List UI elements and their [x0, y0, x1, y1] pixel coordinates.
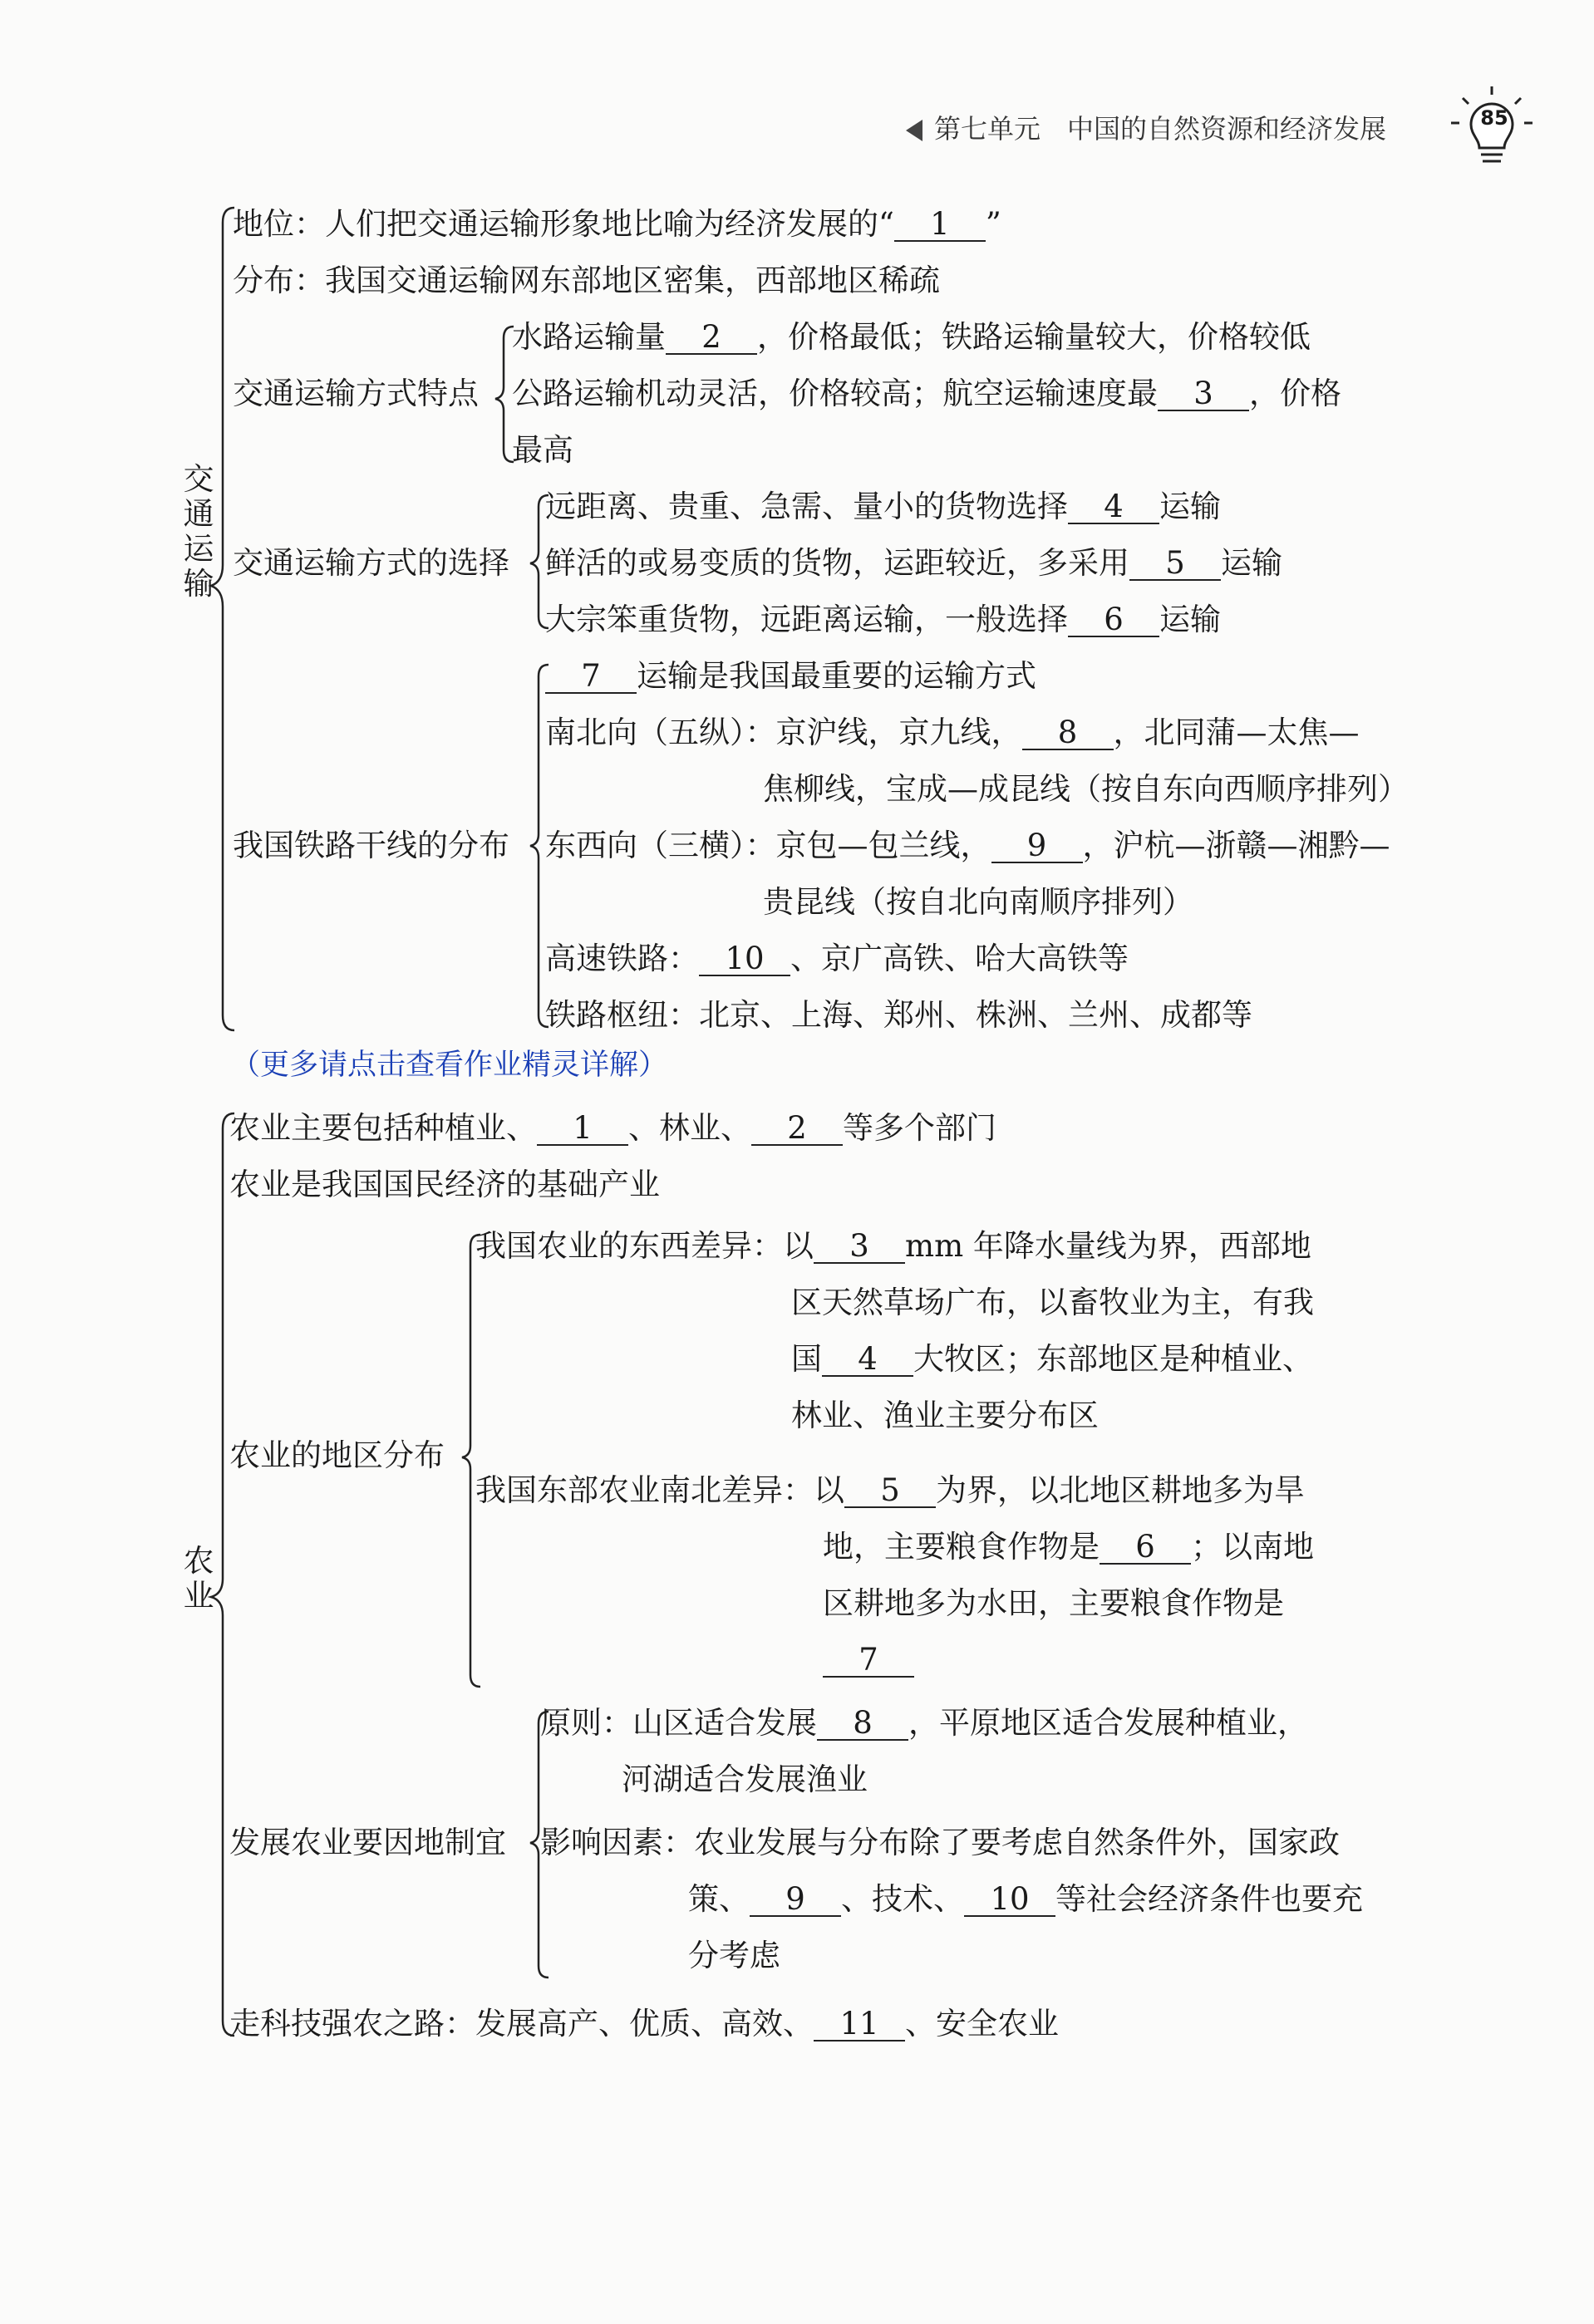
agri-blank-2[interactable]: 2	[751, 1113, 843, 1146]
agri-blank-7[interactable]: 7	[823, 1644, 914, 1678]
bracket-features	[495, 327, 514, 462]
railway-hubs: 铁路枢纽：北京、上海、郑州、株洲、兰州、成都等	[545, 997, 1252, 1033]
agri-blank-1[interactable]: 1	[537, 1113, 628, 1146]
choice-label: 交通运输方式的选择	[233, 545, 509, 581]
blank-10[interactable]: 10	[699, 943, 790, 976]
blank-4[interactable]: 4	[1068, 491, 1159, 524]
agri-blank-6[interactable]: 6	[1100, 1531, 1191, 1565]
chapter-title: 中国的自然资源和经济发展	[1067, 113, 1387, 145]
sectors-line: 农业主要包括种植业、 1 、林业、 2 等多个部门	[229, 1110, 996, 1146]
railway-line-1: 7 运输是我国最重要的运输方式	[545, 658, 1036, 695]
blank-3[interactable]: 3	[1158, 378, 1249, 411]
regional-label: 农业的地区分布	[229, 1437, 445, 1473]
features-label: 交通运输方式特点	[233, 376, 479, 411]
features-line-1: 水路运输量 2 ，价格最低；铁路运输量较大，价格较低	[512, 319, 1311, 355]
adapt-factors: 影响因素：农业发展与分布除了要考虑自然条件外，国家政	[540, 1825, 1340, 1860]
bracket-transport	[211, 208, 234, 1030]
blank-9[interactable]: 9	[991, 830, 1083, 863]
features-line-2: 公路运输机动灵活，价格较高；航空运输速度最 3 ，价格	[512, 376, 1341, 411]
adapt-principle-cont: 河湖适合发展渔业	[622, 1761, 868, 1797]
regional-ew-l4: 林业、渔业主要分布区	[791, 1398, 1099, 1433]
regional-ew: 我国农业的东西差异：以 3 mm 年降水量线为界，西部地	[475, 1228, 1311, 1264]
agriculture-label: 农业	[183, 1543, 214, 1614]
railway-ns-cont: 焦柳线，宝成—成昆线（按自东向西顺序排列）	[763, 771, 1409, 807]
page-number: 85	[1480, 106, 1508, 130]
regional-ns-l2: 地，主要粮食作物是 6 ；以南地	[823, 1529, 1314, 1565]
agri-blank-11[interactable]: 11	[814, 2008, 905, 2041]
choice-line-3: 大宗笨重货物，远距离运输，一般选择 6 运输	[545, 602, 1221, 637]
railway-ns: 南北向（五纵）：京沪线，京九线， 8 ，北同蒲—太焦—	[545, 715, 1360, 750]
adapt-factors-l2: 策、 9 、技术、 10 等社会经济条件也要充	[688, 1881, 1363, 1917]
basis-line: 农业是我国国民经济的基础产业	[229, 1167, 660, 1202]
agri-blank-10[interactable]: 10	[964, 1884, 1055, 1917]
transport-label: 交通运输	[183, 461, 214, 602]
blank-5[interactable]: 5	[1129, 548, 1221, 581]
railway-highspeed: 高速铁路： 10 、京广高铁、哈大高铁等	[545, 941, 1129, 976]
blank-1[interactable]: 1	[894, 209, 986, 242]
adapt-principle: 原则：山区适合发展 8 ，平原地区适合发展种植业，	[540, 1705, 1308, 1741]
regional-ew-l2: 区天然草场广布，以畜牧业为主，有我	[791, 1285, 1314, 1320]
agri-blank-8[interactable]: 8	[817, 1707, 908, 1741]
railway-ew-cont: 贵昆线（按自北向南顺序排列）	[763, 884, 1193, 920]
unit-label: 第七单元	[934, 113, 1041, 145]
adapt-factors-l3: 分考虑	[688, 1938, 780, 1973]
regional-ns: 我国东部农业南北差异：以 5 为界，以北地区耕地多为旱	[475, 1472, 1305, 1508]
distribution-line: 分布：我国交通运输网东部地区密集，西部地区稀疏	[233, 263, 940, 298]
blank-2[interactable]: 2	[666, 322, 757, 355]
blank-8[interactable]: 8	[1022, 717, 1114, 750]
more-details-link[interactable]: （更多请点击查看作业精灵详解）	[231, 1049, 668, 1082]
choice-line-1: 远距离、贵重、急需、量小的货物选择 4 运输	[545, 489, 1221, 524]
position-line: 地位：人们把交通运输形象地比喻为经济发展的“ 1 ”	[233, 206, 1001, 242]
blank-6[interactable]: 6	[1068, 604, 1159, 637]
agri-blank-9[interactable]: 9	[750, 1884, 841, 1917]
agri-blank-3[interactable]: 3	[814, 1231, 905, 1264]
agri-blank-5[interactable]: 5	[844, 1475, 936, 1508]
adapt-label: 发展农业要因地制宜	[229, 1825, 506, 1860]
tech-line: 走科技强农之路：发展高产、优质、高效、 11 、安全农业	[229, 2006, 1059, 2041]
regional-ew-l3: 国 4 大牧区；东部地区是种植业、	[791, 1341, 1313, 1377]
railway-label: 我国铁路干线的分布	[233, 828, 509, 863]
choice-line-2: 鲜活的或易变质的货物，运距较近，多采用 5 运输	[545, 545, 1282, 581]
features-line-3: 最高	[512, 432, 573, 468]
agri-blank-4[interactable]: 4	[822, 1344, 913, 1377]
railway-ew: 东西向（三横）：京包—包兰线， 9 ，沪杭—浙赣—湘黔—	[545, 828, 1390, 863]
back-arrow-icon	[906, 120, 922, 141]
page-header	[906, 108, 1386, 146]
regional-ns-l3: 区耕地多为水田，主要粮食作物是	[823, 1585, 1284, 1621]
blank-7[interactable]: 7	[545, 661, 637, 694]
bracket-regional	[462, 1235, 480, 1687]
regional-ns-l4	[823, 1642, 914, 1678]
